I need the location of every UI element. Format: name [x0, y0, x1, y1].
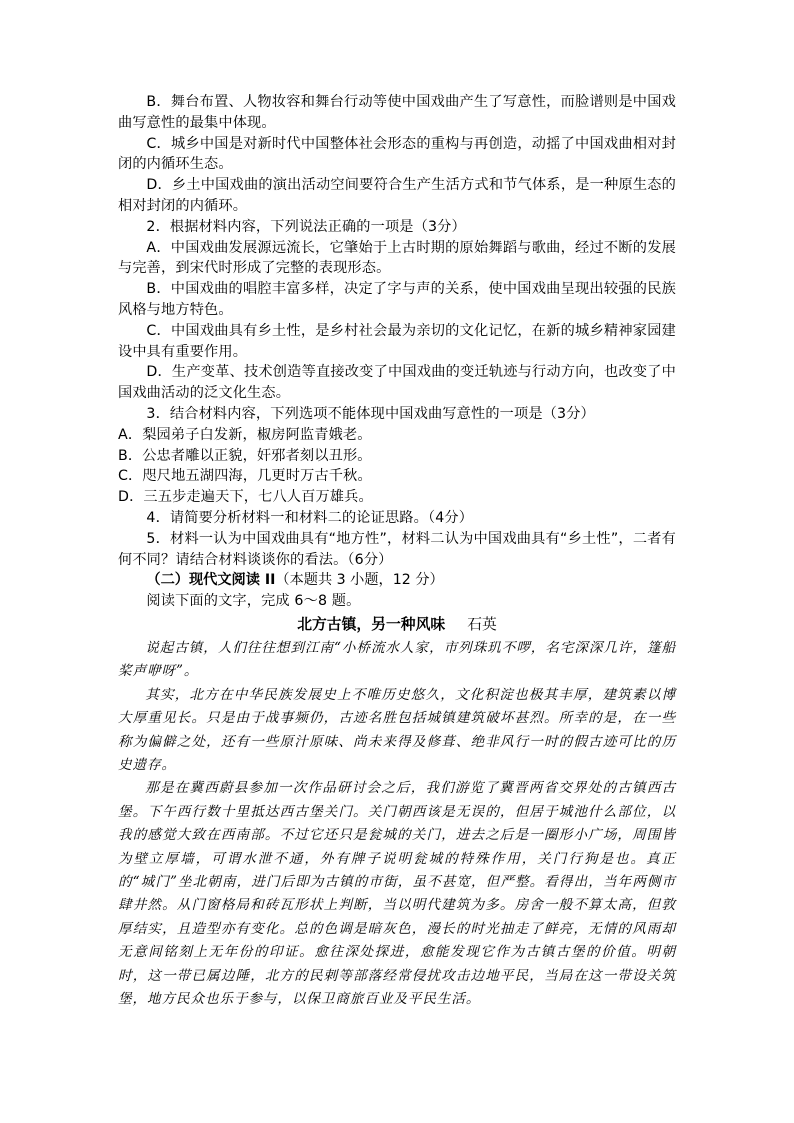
question4-stem: 4．请简要分析材料一和材料二的论证思路。（4分）: [146, 509, 474, 526]
section-heading-note: （本题共 3 小题，12 分）: [275, 572, 444, 589]
section-heading-title: （二）现代文阅读 II: [146, 572, 276, 589]
question3-option-b: B．公忠者雕以正貌，奸邪者刻以丑形。: [118, 447, 372, 464]
question3-option-c: C．咫尺地五湖四海，几更时万古千秋。: [118, 468, 372, 485]
question2-stem: 2．根据材料内容，下列说法正确的一项是（3分）: [146, 218, 466, 235]
section-heading: [118, 570, 676, 591]
article-paragraph-3: 那是在冀西蔚县参加一次作品研讨会之后，我们游览了冀晋两省交界处的古镇西古堡。下午西行数十里抵达西古堡关门。关门朝西该是无误的，但居于城池什么部位，以我的感觉大致在西南部。不过它还只是瓮城的关门，进去之后是一圈形小广场，周围皆为壁立厚墙，可谓水泄不通，外有牌子说明瓮城的特殊作用，关门行狗是也。真正的“城门”坐北朝南，进门后即为古镇的市街，虽不甚宽，但严整。看得出，当年两侧市肆井然。从门窗格局和砖瓦形状上判断，当以明代建筑为多。房舍一般不算太高，但敦厚结实，且造型亦有变化。总的色调是暗灰色，漫长的时光抽走了鲜亮，无情的风雨却无意间铭刻上无年份的印证。愈往深处探进，愈能发现它作为古镇古堡的价值。明朝时，这一带已属边陲，北方的民剌等部落经常侵扰攻击边地平民，当局在这一带设关筑堡，地方民众也乐于参与，以保卫商旅百业及平民生活。: [118, 780, 676, 1008]
question1-option-b: B．舞台布置、人物妆容和舞台行动等使中国戏曲产生了写意性，而脸谱则是中国戏曲写意性的最集中体现。: [118, 94, 676, 131]
article-title-line: [118, 614, 676, 636]
article-paragraph-2: 其实，北方在中华民族发展史上不唯历史悠久，文化积淀也极其丰厚，建筑素以博大厚重见长。只是由于战事频仍，古迹名胜包括城镇建筑破坏甚烈。所幸的是，在一些称为偏僻之处，还有一些原汁原味、尚未来得及修葺、绝非风行一时的假古迹可比的历史遗存。: [118, 686, 676, 773]
article-author: 石英: [467, 615, 497, 633]
question3-option-a: A．梨园弟子白发新，椒房阿监青娥老。: [118, 426, 372, 443]
question2-option-d: D．生产变革、技术创造等直接改变了中国戏曲的变迁轨迹与行动方向，也改变了中国戏曲活动的泛文化生态。: [118, 364, 676, 402]
question2-option-a: A．中国戏曲发展源远流长，它肇始于上古时期的原始舞蹈与歌曲，经过不断的发展与完善，到宋代时形成了完整的表现形态。: [118, 239, 676, 277]
question3-stem: 3．结合材料内容，下列选项不能体现中国戏曲写意性的一项是（3分）: [146, 405, 595, 422]
question1-option-c: C．城乡中国是对新时代中国整体社会形态的重构与再创造，动摇了中国戏曲相对封闭的内循环生态。: [118, 135, 676, 173]
question5-stem: 5．材料一认为中国戏曲具有“地方性”，材料二认为中国戏曲具有“乡土性”，二者有何不同？请结合材料谈谈你的看法。（6分）: [118, 530, 676, 568]
question2-option-c: C．中国戏曲具有乡土性，是乡村社会最为亲切的文化记忆，在新的城乡精神家园建设中具有重要作用。: [118, 322, 676, 360]
question3-option-d: D．三五步走遍天下，七八人百万雄兵。: [118, 489, 373, 506]
section-instruction: 阅读下面的文字，完成 6～8 题。: [146, 593, 361, 610]
question1-option-d: D．乡土中国戏曲的演出活动空间要符合生产生活方式和节气体系，是一种原生态的相对封闭的内循环。: [118, 177, 676, 214]
article-title: 北方古镇，另一种风味: [297, 615, 446, 633]
article-paragraph-1: 说起古镇，人们往往想到江南“小桥流水人家，市列珠玑不啰，名宅深深几许，篷船桨声咿呀”。: [118, 639, 676, 680]
question2-option-b: B．中国戏曲的唱腔丰富多样，决定了字与声的关系，使中国戏曲呈现出较强的民族风格与地方特色。: [118, 281, 676, 318]
